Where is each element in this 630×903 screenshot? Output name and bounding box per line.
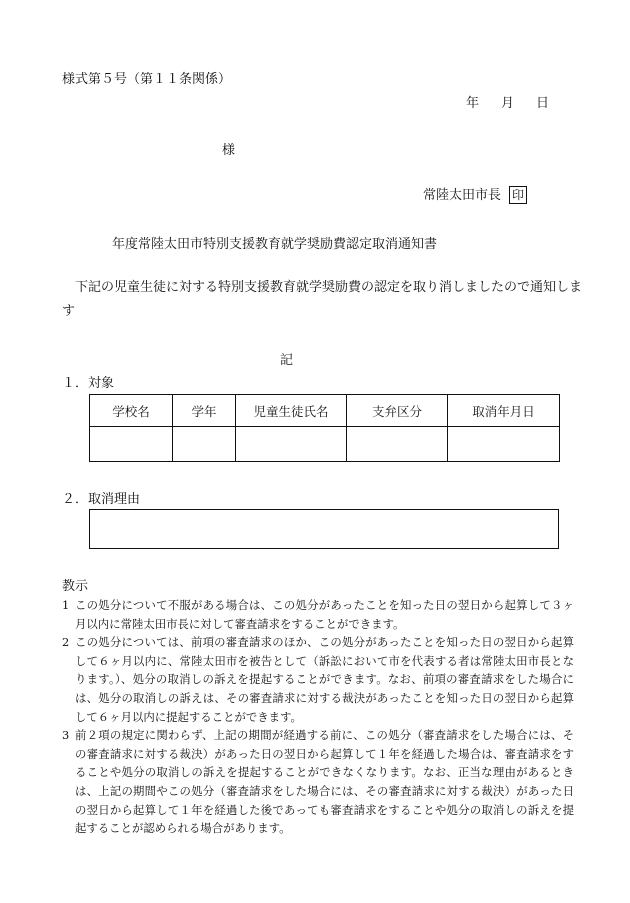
table-cell-cancel-date bbox=[448, 427, 560, 462]
section-1-heading: １．対象 bbox=[62, 376, 115, 391]
table-header-row bbox=[90, 395, 560, 427]
notice-text: この処分について不服がある場合は、この処分があったことを知った日の翌日から起算して３ヶ月以内に常陸太田市長に対して審査請求をすることができます。 bbox=[75, 598, 574, 631]
issuer-name: 常陸太田市長 bbox=[423, 188, 502, 203]
column-header: 取消年月日 bbox=[448, 395, 560, 427]
notice-number: 1 bbox=[62, 598, 70, 612]
date-year: 年 bbox=[466, 96, 480, 111]
addressee: 様 bbox=[222, 143, 236, 158]
column-header: 児童生徒氏名 bbox=[236, 395, 347, 427]
table-cell-payment-category bbox=[347, 427, 448, 462]
column-header: 支弁区分 bbox=[347, 395, 448, 427]
document-title: 年度常陸太田市特別支援教育就学奨励費認定取消通知書 bbox=[112, 237, 438, 252]
record-heading: 記 bbox=[280, 353, 294, 368]
list-item bbox=[62, 596, 574, 633]
date-line bbox=[466, 92, 549, 111]
table-row bbox=[90, 427, 560, 462]
notice-text: この処分については、前項の審査請求のほか、この処分があったことを知った日の翌日から起算して６ヶ月以内に、常陸太田市を被告として（訴訟において市を代表する者は常陸太田市長となります。）、処分の取消しの訴えを提起することができます。なお、前項の審査請求をした場合には、処分の取消しの訴えは、その審査請求に対する裁決があったことを知った日の翌日から起算して６ヶ月以内に提起することができます。 bbox=[75, 635, 574, 724]
issuer bbox=[423, 184, 527, 204]
notice-number: 2 bbox=[62, 635, 70, 650]
body-text: 下記の児童生徒に対する特別支援教育就学奨励費の認定を取り消しましたので通知します bbox=[62, 280, 583, 319]
form-number: 様式第５号（第１１条関係） bbox=[62, 72, 232, 87]
table-cell-student-name bbox=[236, 427, 347, 462]
table-cell-school bbox=[90, 427, 173, 462]
date-month: 月 bbox=[501, 96, 515, 111]
reason-box bbox=[89, 509, 559, 549]
list-item bbox=[62, 726, 574, 838]
seal-mark: 印 bbox=[509, 186, 527, 204]
section-2-heading: ２．取消理由 bbox=[62, 492, 141, 507]
date-day: 日 bbox=[536, 96, 550, 111]
table-cell-grade bbox=[173, 427, 236, 462]
target-table bbox=[89, 394, 560, 462]
notice-list bbox=[62, 596, 574, 838]
column-header: 学年 bbox=[173, 395, 236, 427]
column-header: 学校名 bbox=[90, 395, 173, 427]
notice-text: 前２項の規定に関わらず、上記の期間が経過する前に、この処分（審査請求をした場合には、その審査請求に対する裁決）があった日の翌日から起算して１年を経過した場合は、審査請求をすることや処分の取消しの訴えを提起することができなくなります。なお、正当な理由があるときは、上記の期間やこの処分（審査請求をした場合には、その審査請求に対する裁決）があった日の翌日から起算して１年を経過した後であっても審査請求をすることや処分の取消しの訴えを提起することが認められる場合があります。 bbox=[75, 728, 574, 836]
list-item bbox=[62, 633, 574, 726]
notice-heading: 教示 bbox=[62, 579, 89, 594]
notice-number: 3 bbox=[62, 728, 70, 743]
